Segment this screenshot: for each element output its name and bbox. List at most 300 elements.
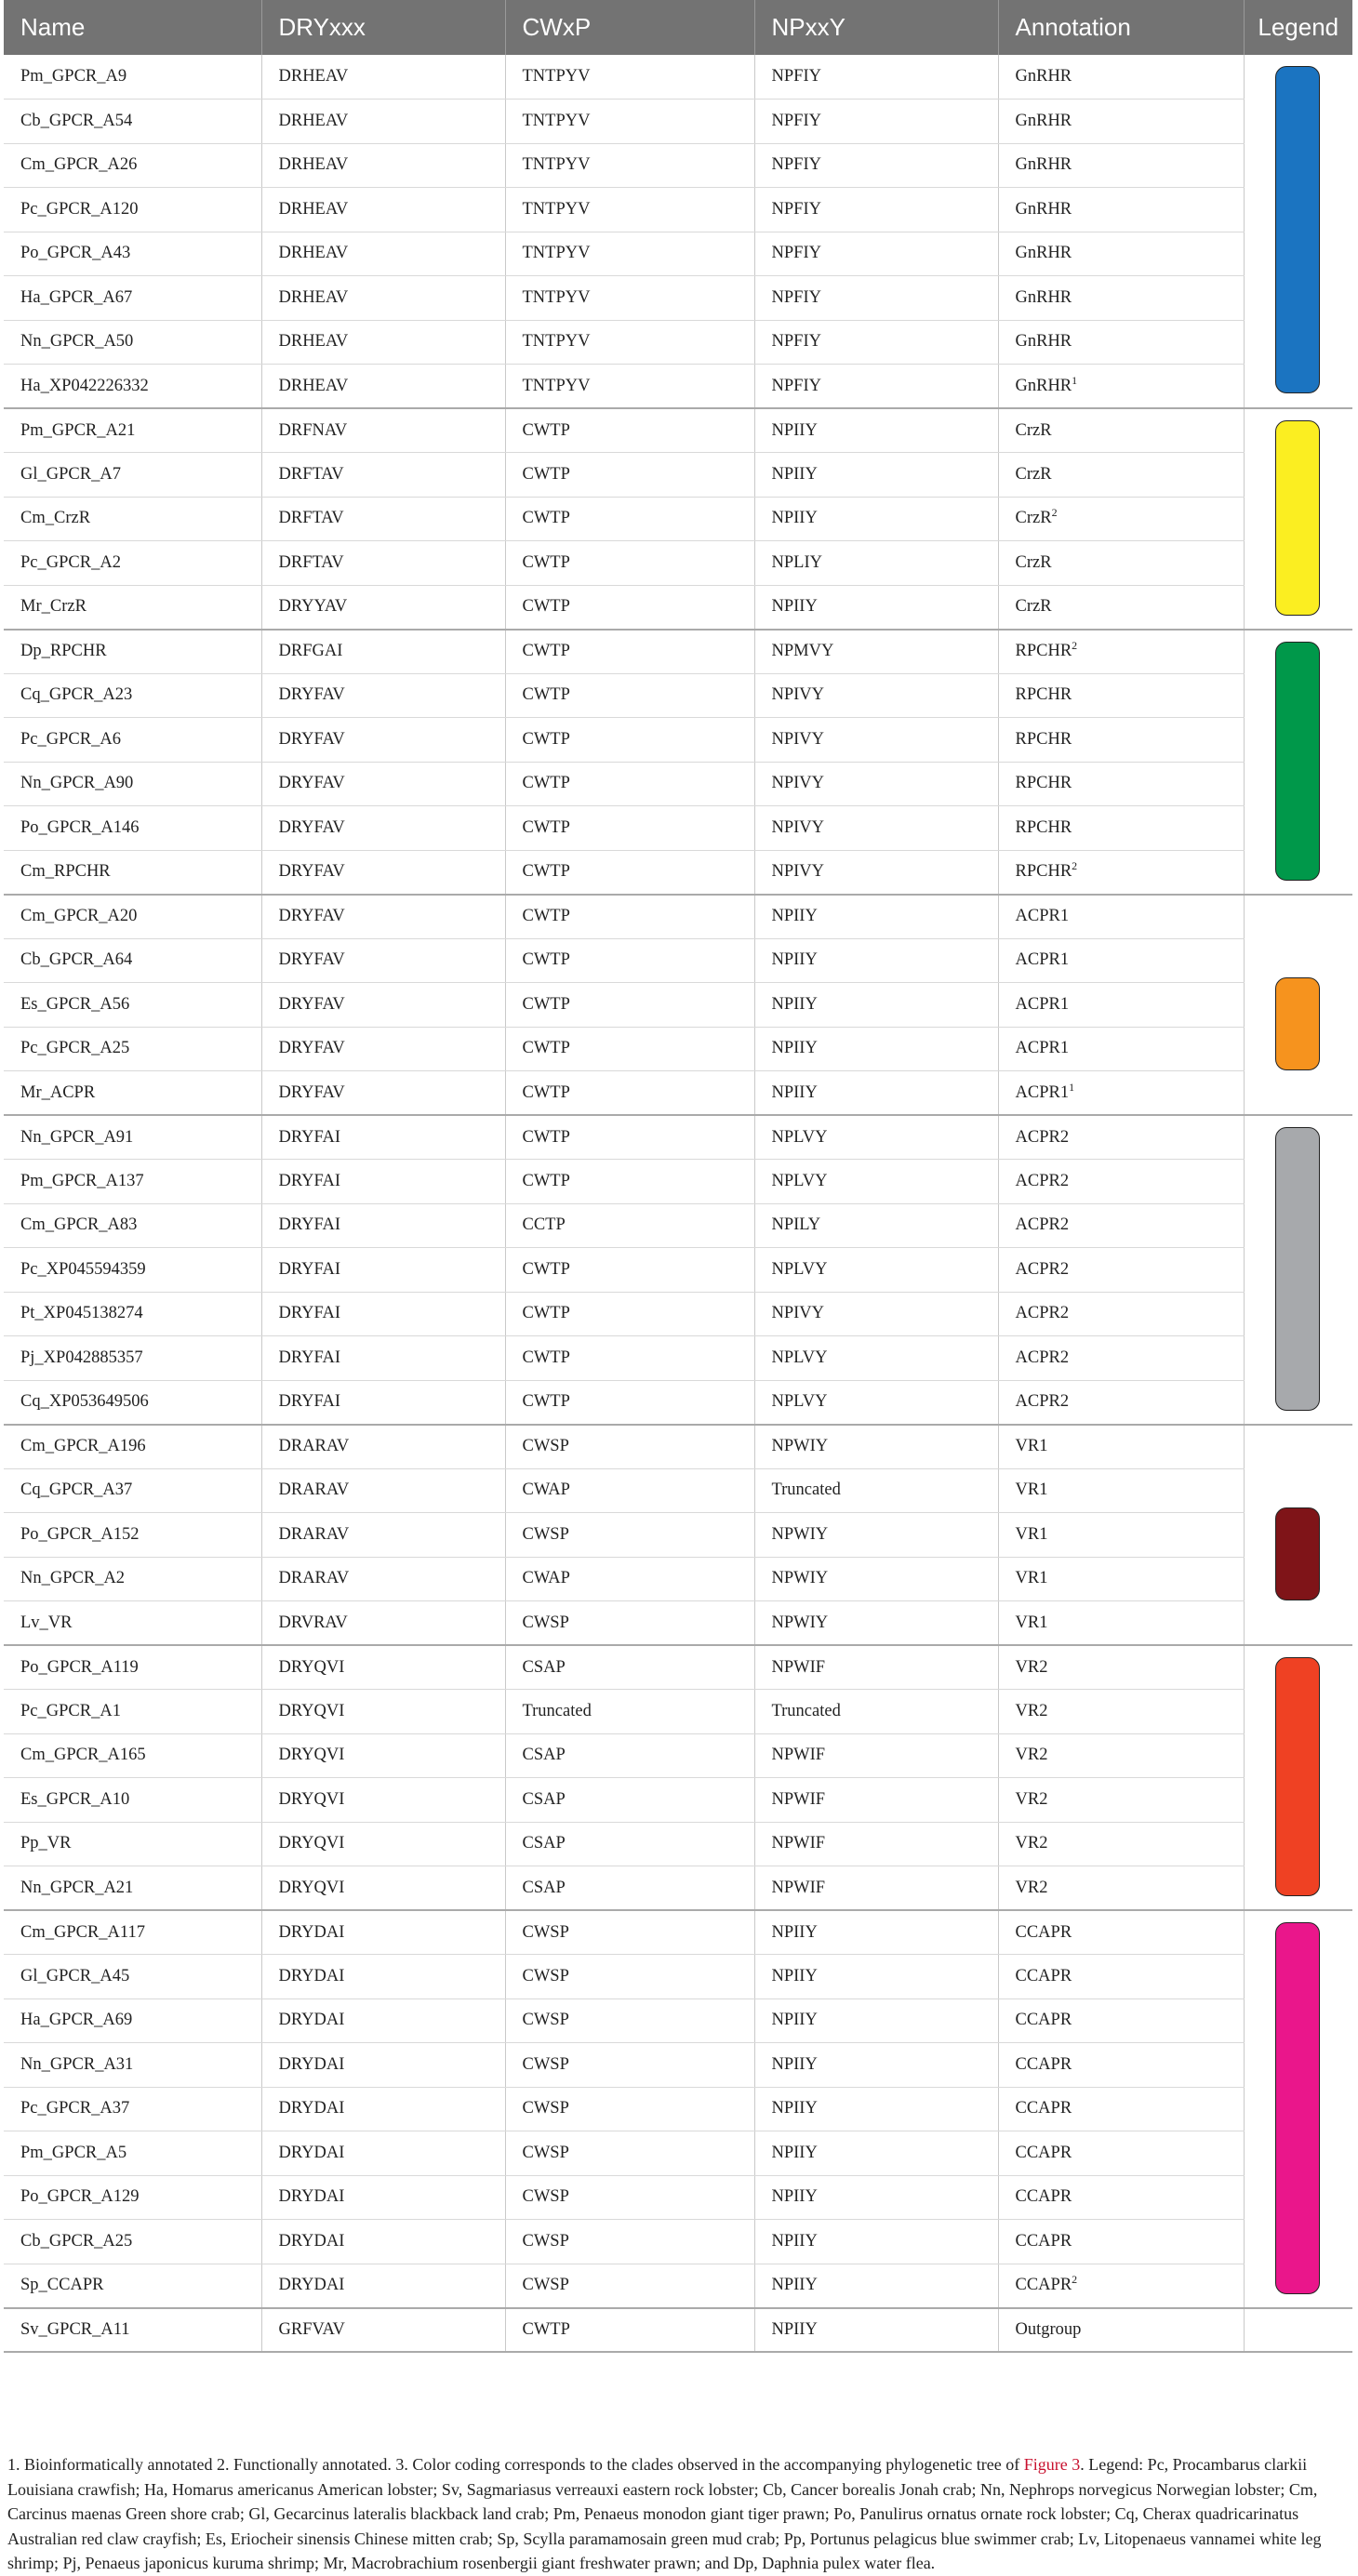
cwxp-cell bbox=[505, 1248, 754, 1293]
header-name: Name bbox=[4, 0, 261, 55]
dryxxx-cell bbox=[261, 541, 505, 586]
dryxxx-cell bbox=[261, 983, 505, 1028]
name-text: Pc_GPCR_A120 bbox=[20, 199, 139, 219]
cwxp-text: TNTPYV bbox=[522, 199, 591, 219]
dryxxx-cell bbox=[261, 143, 505, 188]
cwxp-cell bbox=[505, 1513, 754, 1558]
legend-cell bbox=[1244, 1115, 1352, 1425]
name-cell bbox=[4, 1292, 261, 1336]
name-text: Pc_GPCR_A25 bbox=[20, 1039, 130, 1058]
npxxy-text: NPWIF bbox=[771, 1878, 826, 1897]
cwxp-cell bbox=[505, 1822, 754, 1866]
dryxxx-cell bbox=[261, 408, 505, 453]
table-row bbox=[4, 983, 1352, 1028]
annotation-text: CCAPR bbox=[1015, 2011, 1072, 2030]
cwxp-cell bbox=[505, 365, 754, 409]
npxxy-cell bbox=[754, 585, 998, 630]
annotation-cell bbox=[998, 276, 1244, 321]
cwxp-cell bbox=[505, 1071, 754, 1116]
npxxy-text: NPIVY bbox=[771, 774, 825, 793]
table-row bbox=[4, 453, 1352, 498]
name-text: Cq_GPCR_A37 bbox=[20, 1481, 133, 1500]
npxxy-cell bbox=[754, 1468, 998, 1513]
npxxy-cell bbox=[754, 2043, 998, 2088]
table-row bbox=[4, 1778, 1352, 1823]
cwxp-cell bbox=[505, 453, 754, 498]
npxxy-cell bbox=[754, 2131, 998, 2176]
npxxy-text: NPLVY bbox=[771, 1171, 828, 1190]
dryxxx-cell bbox=[261, 1513, 505, 1558]
dryxxx-text: DRYDAI bbox=[278, 2054, 345, 2074]
dryxxx-text: DRFNAV bbox=[278, 420, 348, 440]
dryxxx-text: DRYFAV bbox=[278, 685, 345, 705]
npxxy-cell bbox=[754, 2220, 998, 2264]
dryxxx-text: DRARAV bbox=[278, 1569, 350, 1588]
name-cell bbox=[4, 2087, 261, 2131]
table-container bbox=[4, 0, 1352, 2353]
cwxp-text: CWSP bbox=[522, 1613, 569, 1632]
dryxxx-cell bbox=[261, 1336, 505, 1381]
npxxy-cell bbox=[754, 1425, 998, 1469]
dryxxx-cell bbox=[261, 850, 505, 895]
npxxy-text: NPIIY bbox=[771, 907, 818, 925]
cwxp-text: CWTP bbox=[522, 1082, 570, 1102]
name-text: Pc_GPCR_A37 bbox=[20, 2099, 130, 2118]
cwxp-text: CSAP bbox=[522, 1789, 566, 1809]
cwxp-text: CSAP bbox=[522, 1657, 566, 1677]
table-row bbox=[4, 718, 1352, 763]
dryxxx-cell bbox=[261, 1292, 505, 1336]
dryxxx-text: DRYFAV bbox=[278, 994, 345, 1014]
annotation-text: GnRHR bbox=[1015, 244, 1072, 263]
cwxp-text: CWTP bbox=[522, 509, 570, 528]
annotation-cell bbox=[998, 1203, 1244, 1248]
table-row bbox=[4, 1557, 1352, 1601]
cwxp-cell bbox=[505, 1955, 754, 1999]
name-cell bbox=[4, 895, 261, 939]
annotation-cell bbox=[998, 320, 1244, 365]
name-cell bbox=[4, 541, 261, 586]
cwxp-cell bbox=[505, 1027, 754, 1071]
npxxy-text: NPFIY bbox=[771, 199, 821, 219]
cwxp-text: CSAP bbox=[522, 1878, 566, 1897]
name-cell bbox=[4, 1468, 261, 1513]
npxxy-cell bbox=[754, 453, 998, 498]
cwxp-cell bbox=[505, 1336, 754, 1381]
dryxxx-text: DRYQVI bbox=[278, 1746, 345, 1765]
cwxp-text: CWTP bbox=[522, 552, 570, 572]
dryxxx-text: DRARAV bbox=[278, 1437, 350, 1455]
clade-color-bar bbox=[1275, 1922, 1320, 2294]
npxxy-text: NPIIY bbox=[771, 994, 818, 1014]
name-cell bbox=[4, 276, 261, 321]
dryxxx-text: DRFTAV bbox=[278, 552, 344, 572]
dryxxx-text: DRYDAI bbox=[278, 2231, 345, 2251]
annotation-text: CrzR bbox=[1015, 597, 1052, 616]
name-text: Nn_GPCR_A90 bbox=[20, 774, 134, 793]
name-text: Cm_CrzR bbox=[20, 509, 91, 528]
dryxxx-text: DRYQVI bbox=[278, 1701, 345, 1720]
dryxxx-cell bbox=[261, 630, 505, 674]
npxxy-text: NPFIY bbox=[771, 67, 821, 86]
npxxy-cell bbox=[754, 983, 998, 1028]
cwxp-cell bbox=[505, 55, 754, 100]
dryxxx-cell bbox=[261, 1203, 505, 1248]
annotation-cell bbox=[998, 55, 1244, 100]
cwxp-cell bbox=[505, 497, 754, 541]
annotation-cell bbox=[998, 232, 1244, 276]
annotation-text: VR2 bbox=[1015, 1834, 1048, 1853]
npxxy-cell bbox=[754, 718, 998, 763]
cwxp-text: CWSP bbox=[522, 2143, 569, 2162]
cwxp-cell bbox=[505, 408, 754, 453]
annotation-text: ACPR2 bbox=[1015, 1348, 1070, 1367]
cwxp-cell bbox=[505, 541, 754, 586]
dryxxx-text: DRHEAV bbox=[278, 111, 349, 130]
name-text: Pm_GPCR_A5 bbox=[20, 2143, 127, 2162]
npxxy-text: NPILY bbox=[771, 1215, 821, 1235]
cwxp-cell bbox=[505, 1160, 754, 1204]
name-text: Sv_GPCR_A11 bbox=[20, 2319, 130, 2339]
npxxy-text: NPWIF bbox=[771, 1746, 826, 1765]
npxxy-text: NPIIY bbox=[771, 1082, 818, 1102]
dryxxx-text: DRYDAI bbox=[278, 2011, 345, 2030]
annotation-footnote-mark: 2 bbox=[1072, 638, 1078, 652]
dryxxx-cell bbox=[261, 1733, 505, 1778]
cwxp-text: TNTPYV bbox=[522, 67, 591, 86]
table-row bbox=[4, 2308, 1352, 2353]
cwxp-cell bbox=[505, 1866, 754, 1911]
npxxy-cell bbox=[754, 1336, 998, 1381]
annotation-text: VR2 bbox=[1015, 1746, 1048, 1765]
name-cell bbox=[4, 983, 261, 1028]
cwxp-cell bbox=[505, 2264, 754, 2308]
npxxy-cell bbox=[754, 850, 998, 895]
cwxp-cell bbox=[505, 673, 754, 718]
name-cell bbox=[4, 1115, 261, 1160]
annotation-text: CCAPR bbox=[1015, 2187, 1072, 2207]
table-row bbox=[4, 276, 1352, 321]
annotation-text: CrzR bbox=[1015, 464, 1052, 484]
cwxp-cell bbox=[505, 1468, 754, 1513]
table-row bbox=[4, 2175, 1352, 2220]
npxxy-cell bbox=[754, 1292, 998, 1336]
header-npxxy: NPxxY bbox=[754, 0, 998, 55]
name-cell bbox=[4, 2131, 261, 2176]
cwxp-text: CWSP bbox=[522, 2276, 569, 2294]
dryxxx-text: DRHEAV bbox=[278, 376, 349, 395]
dryxxx-cell bbox=[261, 1955, 505, 1999]
clade-color-bar bbox=[1275, 66, 1320, 393]
annotation-text: VR2 bbox=[1015, 1701, 1048, 1720]
figure-3-link[interactable]: Figure 3 bbox=[1023, 2455, 1081, 2474]
table-row bbox=[4, 630, 1352, 674]
name-cell bbox=[4, 673, 261, 718]
npxxy-text: NPIIY bbox=[771, 509, 818, 528]
cwxp-cell bbox=[505, 276, 754, 321]
npxxy-text: NPIIY bbox=[771, 2099, 818, 2118]
name-cell bbox=[4, 1203, 261, 1248]
cwxp-text: CWSP bbox=[522, 2187, 569, 2207]
dryxxx-text: DRVRAV bbox=[278, 1613, 348, 1632]
dryxxx-text: DRHEAV bbox=[278, 287, 349, 307]
npxxy-text: NPFIY bbox=[771, 376, 821, 395]
table-row bbox=[4, 2264, 1352, 2308]
name-text: Ha_GPCR_A69 bbox=[20, 2011, 133, 2030]
name-cell bbox=[4, 1027, 261, 1071]
name-text: Po_GPCR_A152 bbox=[20, 1524, 140, 1544]
npxxy-cell bbox=[754, 1778, 998, 1823]
name-text: Cb_GPCR_A54 bbox=[20, 111, 133, 130]
npxxy-cell bbox=[754, 232, 998, 276]
npxxy-text: NPIIY bbox=[771, 597, 818, 616]
npxxy-text: NPIIY bbox=[771, 2231, 818, 2251]
npxxy-text: NPIIY bbox=[771, 464, 818, 484]
annotation-cell bbox=[998, 1468, 1244, 1513]
table-row bbox=[4, 408, 1352, 453]
name-cell bbox=[4, 1733, 261, 1778]
annotation-text: RPCHR bbox=[1015, 642, 1072, 660]
dryxxx-cell bbox=[261, 1115, 505, 1160]
annotation-text: GnRHR bbox=[1015, 376, 1072, 395]
cwxp-text: CSAP bbox=[522, 1746, 566, 1765]
dryxxx-cell bbox=[261, 2043, 505, 2088]
table-row bbox=[4, 2131, 1352, 2176]
annotation-cell bbox=[998, 1027, 1244, 1071]
dryxxx-text: DRYDAI bbox=[278, 1966, 345, 1985]
npxxy-text: NPIIY bbox=[771, 2054, 818, 2074]
name-text: Pj_XP042885357 bbox=[20, 1348, 143, 1367]
table-row bbox=[4, 1822, 1352, 1866]
cwxp-text: CWAP bbox=[522, 1569, 570, 1588]
annotation-text: CCAPR bbox=[1015, 2143, 1072, 2162]
cwxp-cell bbox=[505, 1380, 754, 1425]
table-row bbox=[4, 806, 1352, 851]
name-cell bbox=[4, 762, 261, 806]
cwxp-cell bbox=[505, 1645, 754, 1690]
cwxp-cell bbox=[505, 1601, 754, 1646]
annotation-cell bbox=[998, 762, 1244, 806]
annotation-text: RPCHR bbox=[1015, 729, 1072, 749]
cwxp-cell bbox=[505, 143, 754, 188]
npxxy-cell bbox=[754, 1733, 998, 1778]
npxxy-cell bbox=[754, 541, 998, 586]
cwxp-text: Truncated bbox=[522, 1701, 592, 1720]
npxxy-text: NPIIY bbox=[771, 2011, 818, 2030]
annotation-cell bbox=[998, 1601, 1244, 1646]
npxxy-text: NPIVY bbox=[771, 1304, 825, 1323]
cwxp-text: CWAP bbox=[522, 1481, 570, 1500]
npxxy-text: NPMVY bbox=[771, 642, 834, 660]
annotation-cell bbox=[998, 1866, 1244, 1911]
npxxy-text: NPWIY bbox=[771, 1524, 829, 1544]
table-row bbox=[4, 1690, 1352, 1734]
annotation-cell bbox=[998, 2131, 1244, 2176]
name-cell bbox=[4, 1998, 261, 2043]
cwxp-cell bbox=[505, 2131, 754, 2176]
name-text: Nn_GPCR_A21 bbox=[20, 1878, 134, 1897]
cwxp-cell bbox=[505, 1910, 754, 1955]
npxxy-cell bbox=[754, 630, 998, 674]
annotation-text: VR1 bbox=[1015, 1524, 1048, 1544]
name-text: Cm_GPCR_A165 bbox=[20, 1746, 146, 1765]
name-cell bbox=[4, 365, 261, 409]
name-cell bbox=[4, 1380, 261, 1425]
name-text: Es_GPCR_A56 bbox=[20, 994, 130, 1014]
table-row bbox=[4, 1601, 1352, 1646]
dryxxx-text: DRFTAV bbox=[278, 464, 344, 484]
npxxy-cell bbox=[754, 1955, 998, 1999]
dryxxx-text: DRYFAI bbox=[278, 1304, 340, 1323]
npxxy-cell bbox=[754, 762, 998, 806]
cwxp-text: CWSP bbox=[522, 2099, 569, 2118]
dryxxx-cell bbox=[261, 1690, 505, 1734]
dryxxx-text: DRYDAI bbox=[278, 2099, 345, 2118]
npxxy-text: NPIIY bbox=[771, 2276, 818, 2294]
name-text: Cm_GPCR_A83 bbox=[20, 1215, 138, 1235]
header-row bbox=[4, 0, 1352, 55]
dryxxx-cell bbox=[261, 762, 505, 806]
npxxy-text: NPWIY bbox=[771, 1437, 829, 1455]
annotation-footnote-mark: 1 bbox=[1072, 373, 1078, 387]
gpcr-motif-table bbox=[4, 0, 1352, 2353]
table-row bbox=[4, 1160, 1352, 1204]
dryxxx-cell bbox=[261, 1557, 505, 1601]
npxxy-cell bbox=[754, 1645, 998, 1690]
cwxp-text: CSAP bbox=[522, 1834, 566, 1853]
dryxxx-text: DRYFAV bbox=[278, 950, 345, 970]
dryxxx-text: DRYFAV bbox=[278, 1039, 345, 1058]
name-text: Nn_GPCR_A50 bbox=[20, 332, 134, 352]
annotation-cell bbox=[998, 2175, 1244, 2220]
name-text: Es_GPCR_A10 bbox=[20, 1789, 130, 1809]
table-row bbox=[4, 2087, 1352, 2131]
dryxxx-cell bbox=[261, 2175, 505, 2220]
npxxy-text: NPWIF bbox=[771, 1657, 826, 1677]
annotation-cell bbox=[998, 1733, 1244, 1778]
name-text: Pm_GPCR_A21 bbox=[20, 420, 136, 440]
cwxp-text: CWTP bbox=[522, 950, 570, 970]
name-text: Ha_XP042226332 bbox=[20, 376, 149, 395]
annotation-cell bbox=[998, 1292, 1244, 1336]
dryxxx-cell bbox=[261, 55, 505, 100]
annotation-text: CrzR bbox=[1015, 552, 1052, 572]
cwxp-cell bbox=[505, 630, 754, 674]
cwxp-cell bbox=[505, 1778, 754, 1823]
npxxy-text: NPIVY bbox=[771, 685, 825, 705]
cwxp-text: CWTP bbox=[522, 597, 570, 616]
annotation-cell bbox=[998, 541, 1244, 586]
npxxy-cell bbox=[754, 320, 998, 365]
cwxp-text: TNTPYV bbox=[522, 287, 591, 307]
annotation-cell bbox=[998, 1645, 1244, 1690]
npxxy-text: NPFIY bbox=[771, 244, 821, 263]
annotation-cell bbox=[998, 2264, 1244, 2308]
annotation-text: ACPR2 bbox=[1015, 1127, 1070, 1147]
name-cell bbox=[4, 408, 261, 453]
legend-cell bbox=[1244, 1645, 1352, 1910]
npxxy-cell bbox=[754, 1557, 998, 1601]
cwxp-text: CWTP bbox=[522, 1304, 570, 1323]
annotation-cell bbox=[998, 497, 1244, 541]
clade-color-bar bbox=[1275, 977, 1320, 1070]
name-cell bbox=[4, 143, 261, 188]
name-text: Pm_GPCR_A9 bbox=[20, 67, 127, 86]
dryxxx-cell bbox=[261, 453, 505, 498]
name-cell bbox=[4, 806, 261, 851]
npxxy-cell bbox=[754, 1203, 998, 1248]
table-row bbox=[4, 320, 1352, 365]
dryxxx-text: DRHEAV bbox=[278, 199, 349, 219]
name-cell bbox=[4, 320, 261, 365]
name-text: Gl_GPCR_A7 bbox=[20, 464, 121, 484]
cwxp-text: CWTP bbox=[522, 642, 570, 660]
annotation-text: CCAPR bbox=[1015, 1966, 1072, 1985]
dryxxx-cell bbox=[261, 276, 505, 321]
npxxy-cell bbox=[754, 1998, 998, 2043]
annotation-text: GnRHR bbox=[1015, 332, 1072, 352]
dryxxx-cell bbox=[261, 320, 505, 365]
npxxy-cell bbox=[754, 895, 998, 939]
npxxy-text: NPFIY bbox=[771, 332, 821, 352]
npxxy-text: NPFIY bbox=[771, 287, 821, 307]
npxxy-text: NPIIY bbox=[771, 1922, 818, 1942]
name-cell bbox=[4, 1425, 261, 1469]
npxxy-cell bbox=[754, 143, 998, 188]
npxxy-cell bbox=[754, 55, 998, 100]
npxxy-text: NPWIF bbox=[771, 1789, 826, 1809]
cwxp-cell bbox=[505, 1557, 754, 1601]
cwxp-cell bbox=[505, 850, 754, 895]
cwxp-text: CWTP bbox=[522, 464, 570, 484]
dryxxx-cell bbox=[261, 1425, 505, 1469]
name-text: Po_GPCR_A129 bbox=[20, 2187, 140, 2207]
npxxy-text: NPWIF bbox=[771, 1834, 826, 1853]
annotation-text: GnRHR bbox=[1015, 67, 1072, 86]
dryxxx-cell bbox=[261, 718, 505, 763]
cwxp-cell bbox=[505, 806, 754, 851]
name-text: Pp_VR bbox=[20, 1834, 72, 1853]
npxxy-text: NPIIY bbox=[771, 1966, 818, 1985]
cwxp-text: TNTPYV bbox=[522, 244, 591, 263]
cwxp-cell bbox=[505, 2308, 754, 2353]
name-text: Cm_GPCR_A117 bbox=[20, 1922, 145, 1942]
name-cell bbox=[4, 100, 261, 144]
npxxy-cell bbox=[754, 673, 998, 718]
name-cell bbox=[4, 1513, 261, 1558]
name-text: Cm_GPCR_A196 bbox=[20, 1437, 146, 1455]
legend-cell bbox=[1244, 1425, 1352, 1646]
header-cwxp: CWxP bbox=[505, 0, 754, 55]
npxxy-cell bbox=[754, 365, 998, 409]
name-text: Pc_GPCR_A6 bbox=[20, 729, 121, 749]
cwxp-cell bbox=[505, 983, 754, 1028]
cwxp-text: CWTP bbox=[522, 1171, 570, 1190]
dryxxx-text: DRYDAI bbox=[278, 1922, 345, 1942]
annotation-cell bbox=[998, 143, 1244, 188]
npxxy-text: NPLVY bbox=[771, 1392, 828, 1411]
npxxy-text: NPIVY bbox=[771, 862, 825, 881]
dryxxx-cell bbox=[261, 2087, 505, 2131]
dryxxx-text: DRFGAI bbox=[278, 642, 343, 660]
cwxp-text: CWTP bbox=[522, 1259, 570, 1279]
table-row bbox=[4, 1380, 1352, 1425]
annotation-text: GnRHR bbox=[1015, 287, 1072, 307]
annotation-text: GnRHR bbox=[1015, 155, 1072, 175]
legend-cell bbox=[1244, 630, 1352, 895]
name-text: Nn_GPCR_A91 bbox=[20, 1127, 134, 1147]
annotation-text: CCAPR bbox=[1015, 2231, 1072, 2251]
